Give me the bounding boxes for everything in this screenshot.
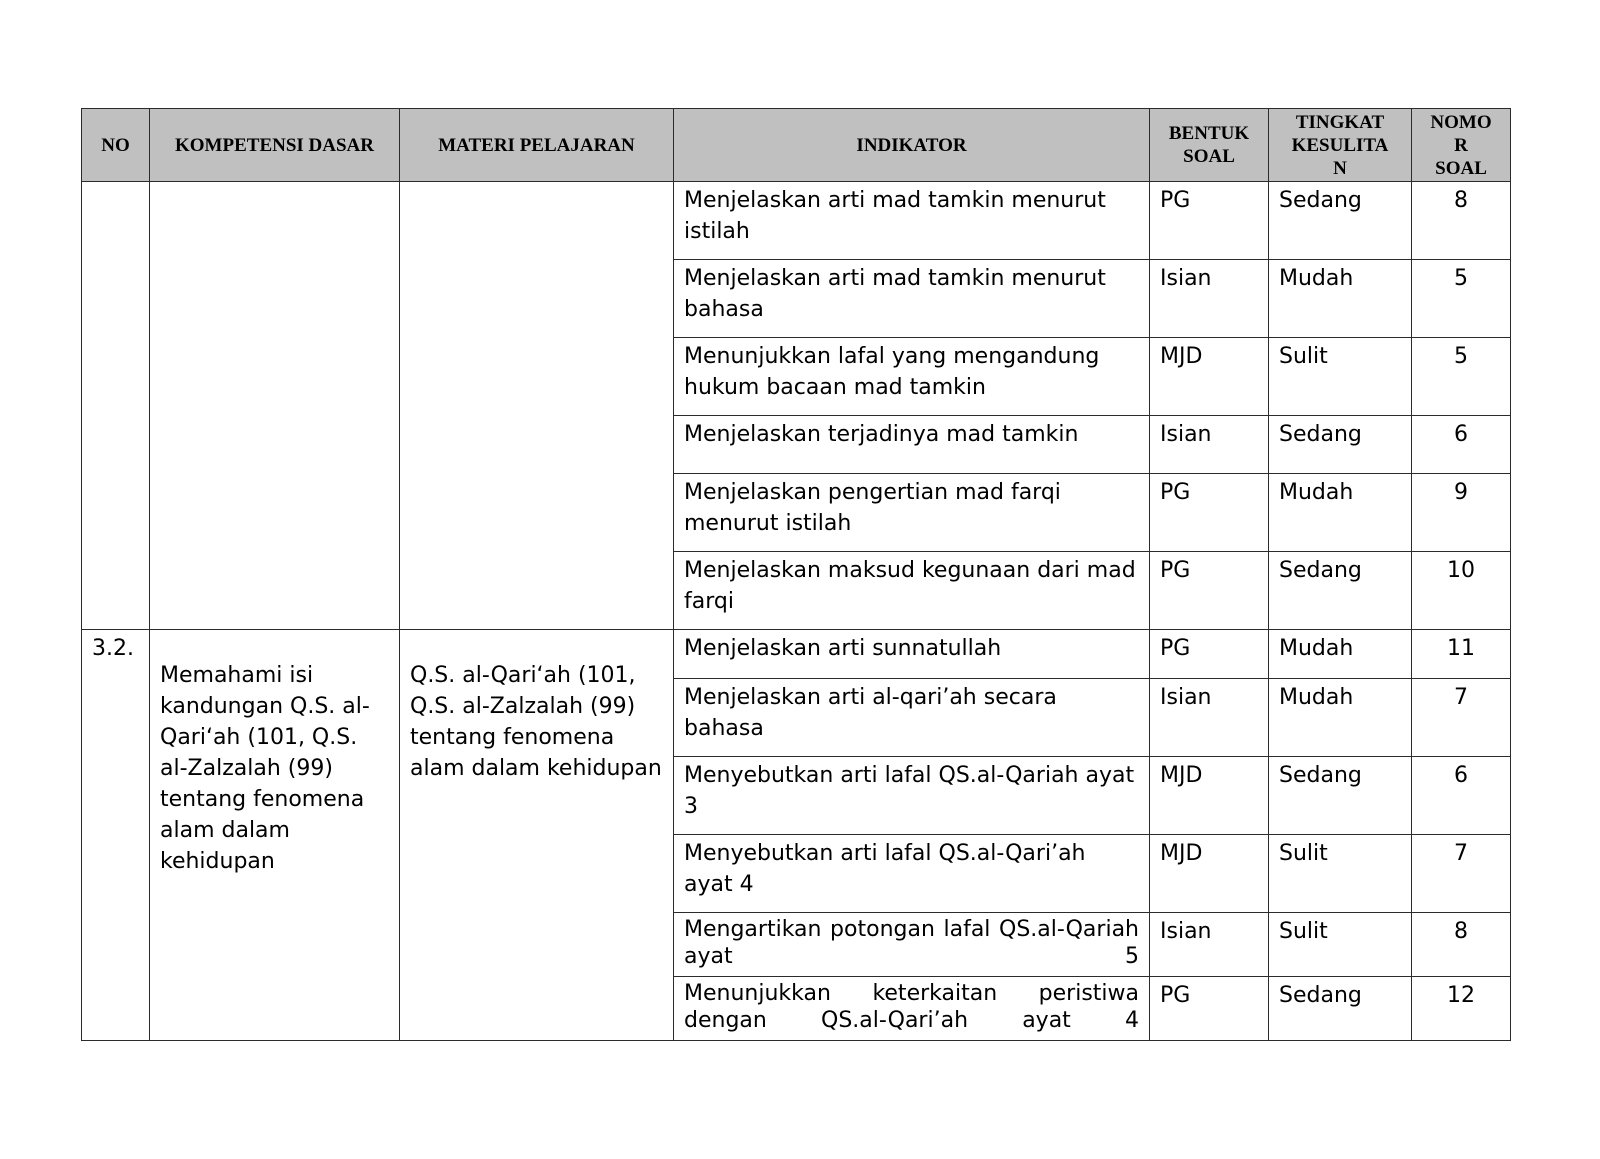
kisi-kisi-table <box>81 108 1511 1041</box>
header-nomor-line: NOMO <box>1430 111 1492 133</box>
tingkat-cell: Sedang <box>1269 182 1412 260</box>
no-cell: 3.2. <box>82 630 150 1041</box>
indikator-cell: Menjelaskan arti mad tamkin menurut istilah <box>674 182 1150 260</box>
bentuk-cell: Isian <box>1150 913 1269 977</box>
indikator-cell: Mengartikan potongan lafal QS.al-Qariah ayat 5 <box>674 913 1150 977</box>
bentuk-cell: MJD <box>1150 835 1269 913</box>
header-nomor-line: R <box>1454 134 1468 156</box>
header-no: NO <box>82 109 150 182</box>
header-materi: MATERI PELAJARAN <box>400 109 674 182</box>
table-row <box>82 182 1511 260</box>
tingkat-cell: Mudah <box>1269 679 1412 757</box>
table-row <box>82 630 1511 679</box>
indikator-cell: Menjelaskan pengertian mad farqi menurut istilah <box>674 474 1150 552</box>
indikator-cell: Menjelaskan arti sunnatullah <box>674 630 1150 679</box>
nomor-cell: 7 <box>1412 835 1511 913</box>
header-kompetensi: KOMPETENSI DASAR <box>150 109 400 182</box>
indikator-cell: Menjelaskan maksud kegunaan dari mad farqi <box>674 552 1150 630</box>
bentuk-cell: PG <box>1150 630 1269 679</box>
indikator-cell: Menyebutkan arti lafal QS.al-Qariah ayat 3 <box>674 757 1150 835</box>
indikator-cell: Menjelaskan arti mad tamkin menurut bahasa <box>674 260 1150 338</box>
indikator-cell: Menyebutkan arti lafal QS.al-Qari’ah ayat 4 <box>674 835 1150 913</box>
bentuk-cell: Isian <box>1150 260 1269 338</box>
bentuk-cell: PG <box>1150 182 1269 260</box>
tingkat-cell: Mudah <box>1269 474 1412 552</box>
bentuk-cell: MJD <box>1150 757 1269 835</box>
header-tingkat-line: TINGKAT <box>1295 111 1385 133</box>
tingkat-cell: Mudah <box>1269 630 1412 679</box>
nomor-cell: 10 <box>1412 552 1511 630</box>
tingkat-cell: Sedang <box>1269 552 1412 630</box>
header-row <box>82 109 1511 182</box>
nomor-cell: 11 <box>1412 630 1511 679</box>
header-tingkat <box>1269 109 1412 182</box>
bentuk-cell: Isian <box>1150 416 1269 474</box>
tingkat-cell: Sedang <box>1269 977 1412 1041</box>
indikator-cell: Menjelaskan terjadinya mad tamkin <box>674 416 1150 474</box>
nomor-cell: 6 <box>1412 757 1511 835</box>
bentuk-cell: PG <box>1150 552 1269 630</box>
no-cell-empty <box>82 182 150 630</box>
bentuk-cell: PG <box>1150 474 1269 552</box>
nomor-cell: 8 <box>1412 913 1511 977</box>
nomor-cell: 7 <box>1412 679 1511 757</box>
kompetensi-cell-empty <box>150 182 400 630</box>
materi-cell-empty <box>400 182 674 630</box>
bentuk-cell: PG <box>1150 977 1269 1041</box>
nomor-cell: 6 <box>1412 416 1511 474</box>
nomor-cell: 12 <box>1412 977 1511 1041</box>
indikator-cell: Menunjukkan lafal yang mengandung hukum bacaan mad tamkin <box>674 338 1150 416</box>
header-nomor-line: SOAL <box>1435 157 1487 179</box>
header-nomor <box>1412 109 1511 182</box>
indikator-cell: Menunjukkan keterkaitan peristiwa dengan QS.al-Qari’ah ayat 4 <box>674 977 1150 1041</box>
tingkat-cell: Sulit <box>1269 835 1412 913</box>
kompetensi-cell: Memahami isi kandungan Q.S. al-Qari‘ah (101, Q.S. al-Zalzalah (99) tentang fenomena alam dalam kehidupan <box>150 630 400 1041</box>
header-tingkat-line: KESULITA <box>1291 134 1389 156</box>
tingkat-cell: Mudah <box>1269 260 1412 338</box>
materi-cell: Q.S. al-Qari‘ah (101, Q.S. al-Zalzalah (99) tentang fenomena alam dalam kehidupan <box>400 630 674 1041</box>
header-bentuk-line: SOAL <box>1183 146 1235 167</box>
tingkat-cell: Sulit <box>1269 338 1412 416</box>
header-tingkat-line: N <box>1333 157 1347 179</box>
nomor-cell: 8 <box>1412 182 1511 260</box>
indikator-cell: Menjelaskan arti al-qari’ah secara bahasa <box>674 679 1150 757</box>
header-bentuk <box>1150 109 1269 182</box>
tingkat-cell: Sedang <box>1269 757 1412 835</box>
tingkat-cell: Sulit <box>1269 913 1412 977</box>
header-indikator: INDIKATOR <box>674 109 1150 182</box>
nomor-cell: 5 <box>1412 338 1511 416</box>
nomor-cell: 9 <box>1412 474 1511 552</box>
tingkat-cell: Sedang <box>1269 416 1412 474</box>
nomor-cell: 5 <box>1412 260 1511 338</box>
header-bentuk-line: BENTUK <box>1168 123 1250 144</box>
bentuk-cell: Isian <box>1150 679 1269 757</box>
bentuk-cell: MJD <box>1150 338 1269 416</box>
